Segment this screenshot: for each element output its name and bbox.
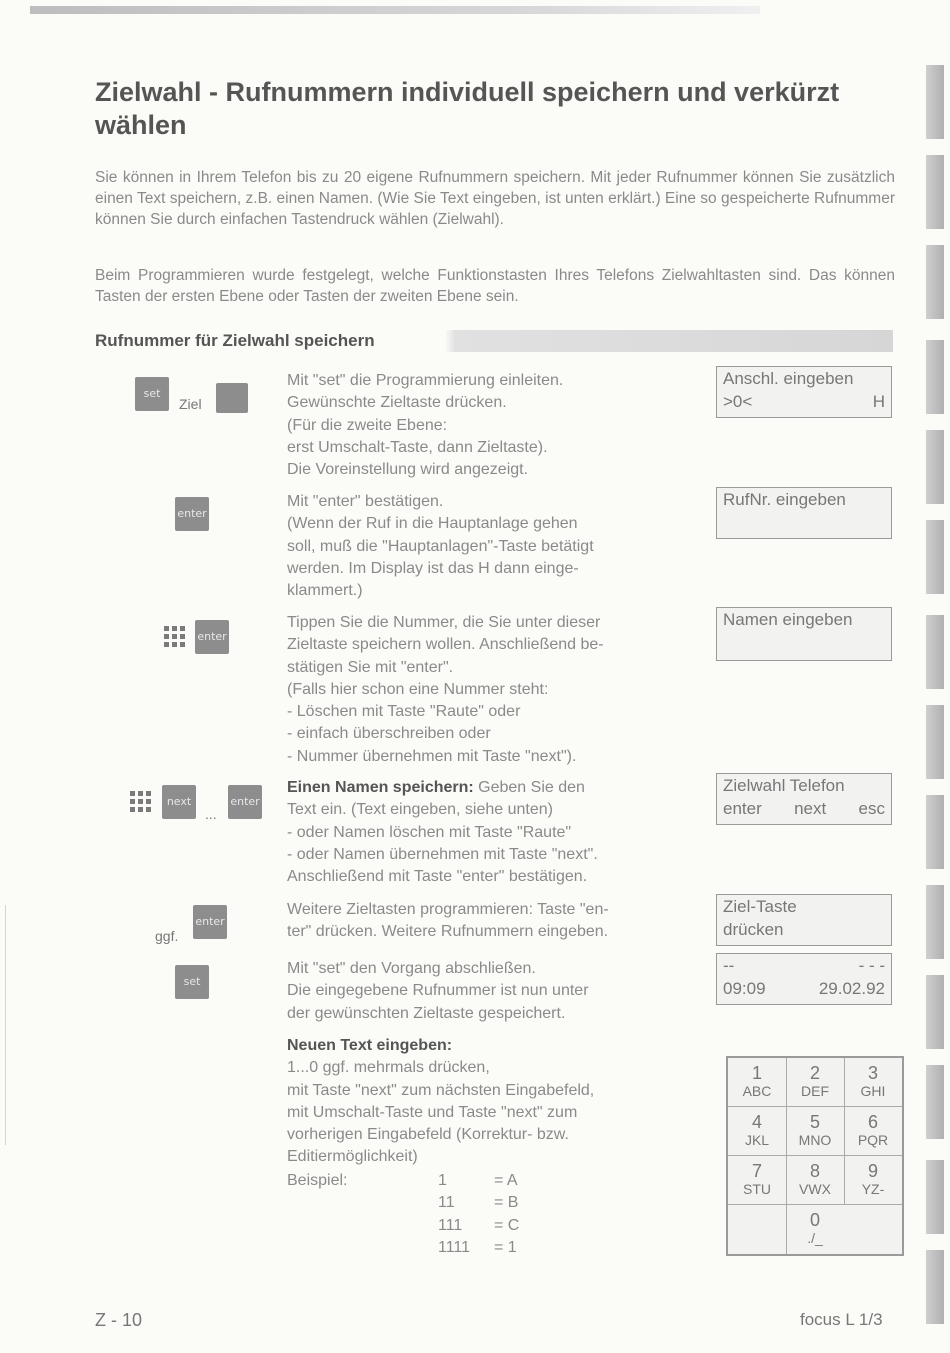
page-number: Z - 10 <box>95 1310 143 1330</box>
keypad-icon <box>164 626 186 648</box>
phone-keypad <box>726 1056 904 1256</box>
register-tab <box>926 975 944 1049</box>
intro-paragraph-1: Sie können in Ihrem Telefon bis zu 20 eigene Rufnummern speichern. Mit jeder Rufnummer können Sie zusätzlich einen Text speichern, z.B. einen Namen. (Wie Sie Text eingeben, ist unten erklärt.) Eine so gespeicherte Rufnummer können Sie durch einfachen Tastendruck wählen (Zielwahl). <box>95 169 895 228</box>
step-6-text: Mit "set" den Vorgang abschließen. Die eingegebene Rufnummer ist nun unter der gewünschten Zieltaste gespeichert. <box>287 960 589 1022</box>
register-tab <box>926 705 944 779</box>
keypad-key-7: 7 STU <box>743 1161 771 1197</box>
set-key-icon: set <box>135 377 169 411</box>
keypad-key-1: 1 ABC <box>742 1063 772 1099</box>
keypad-key-4: 4 JKL <box>744 1112 770 1148</box>
keypad-icon <box>130 791 152 813</box>
register-tab <box>926 795 944 869</box>
register-tab <box>926 155 944 229</box>
register-tab <box>926 65 944 139</box>
ziel-label: Ziel <box>179 396 202 412</box>
keypad-key-6: 6 PQR <box>857 1112 889 1148</box>
ggf-label: ggf. <box>155 928 179 944</box>
keypad-key-2: 2 DEF <box>801 1063 829 1099</box>
ellipsis: ... <box>205 806 217 822</box>
keypad-key-0: 0 ./_ <box>807 1210 823 1246</box>
register-tab <box>926 430 944 504</box>
step-4-text: Einen Namen speichern: Geben Sie den Text ein. (Text eingeben, siehe unten) - oder Namen löschen mit Taste "Raute" - oder Namen übernehmen mit Taste "next". Anschließend mit Taste "enter" bestätigen. <box>287 779 598 886</box>
display-namen: Namen eingeben <box>716 607 892 661</box>
register-tab <box>926 1250 944 1324</box>
step-5-text: Weitere Zieltasten programmieren: Taste "en- ter" drücken. Weitere Rufnummern eingeben. <box>287 901 609 941</box>
register-tab <box>926 340 944 414</box>
register-tab <box>926 885 944 959</box>
example-results: = A = B = C = 1 <box>494 1172 520 1256</box>
register-tab <box>926 1065 944 1139</box>
set-key-icon: set <box>175 965 209 999</box>
register-tab <box>926 615 944 689</box>
page-title: Zielwahl - Rufnummern individuell speichern und verkürzt wählen <box>95 77 840 140</box>
display-zielwahl: Zielwahl Telefon enter next esc <box>716 773 892 825</box>
keypad-key-3: 3 GHI <box>860 1063 886 1099</box>
enter-key-icon: enter <box>195 620 229 654</box>
step-3-text: Tippen Sie die Nummer, die Sie unter dieser Zieltaste speichern wollen. Anschließend be- stätigen Sie mit "enter". (Falls hier schon eine Nummer steht: - Löschen mit Taste "Raute" oder - einfach überschreiben oder - Nummer übernehmen mit Taste "next"). <box>287 614 604 765</box>
keypad-key-8: 8 VWX <box>799 1161 831 1197</box>
top-rule <box>30 6 760 14</box>
enter-key-icon: enter <box>228 785 262 819</box>
enter-key-icon: enter <box>175 497 209 531</box>
section-heading: Rufnummer für Zielwahl speichern <box>95 330 893 352</box>
keypad-key-5: 5 MNO <box>798 1112 832 1148</box>
keypad-key-9: 9 YZ- <box>861 1161 885 1197</box>
model-name: focus L 1/3 <box>800 1310 883 1329</box>
display-rufnr: RufNr. eingeben <box>716 487 892 539</box>
margin-line <box>5 905 6 1145</box>
text-entry-help: Neuen Text eingeben: 1...0 ggf. mehrmals drücken, mit Taste "next" zum nächsten Eingabefeld, mit Umschalt-Taste und Taste "next" zum vorherigen Eingabefeld (Korrektur- bzw. Editiermöglichkeit) <box>287 1037 595 1166</box>
target-key-icon <box>216 383 248 413</box>
register-tab <box>926 245 944 319</box>
example-label: Beispiel: <box>287 1172 348 1189</box>
display-idle: -- - - - 09:09 29.02.92 <box>716 953 892 1005</box>
display-anschl: Anschl. eingeben >0< H <box>716 366 892 418</box>
example-inputs: 1 11 111 1111 <box>438 1172 471 1256</box>
enter-key-icon: enter <box>193 905 227 939</box>
register-tab <box>926 1160 944 1234</box>
step-1-text: Mit "set" die Programmierung einleiten. Gewünschte Zieltaste drücken. (Für die zweite Ebene: erst Umschalt-Taste, dann Zieltaste). Die Voreinstellung wird angezeigt. <box>287 372 564 479</box>
next-key-icon: next <box>162 785 196 819</box>
register-tab <box>926 520 944 594</box>
intro-paragraph-2: Beim Programmieren wurde festgelegt, welche Funktionstasten Ihres Telefons Zielwahltasten sind. Das können Tasten der ersten Ebene oder Tasten der zweiten Ebene sein. <box>95 267 895 305</box>
step-2-text: Mit "enter" bestätigen. (Wenn der Ruf in die Hauptanlage gehen soll, muß die "Hauptanlagen"-Taste betätigt werden. Im Display ist das H dann einge- klammert.) <box>287 493 594 600</box>
display-zieltaste: Ziel-Taste drücken <box>716 894 892 946</box>
